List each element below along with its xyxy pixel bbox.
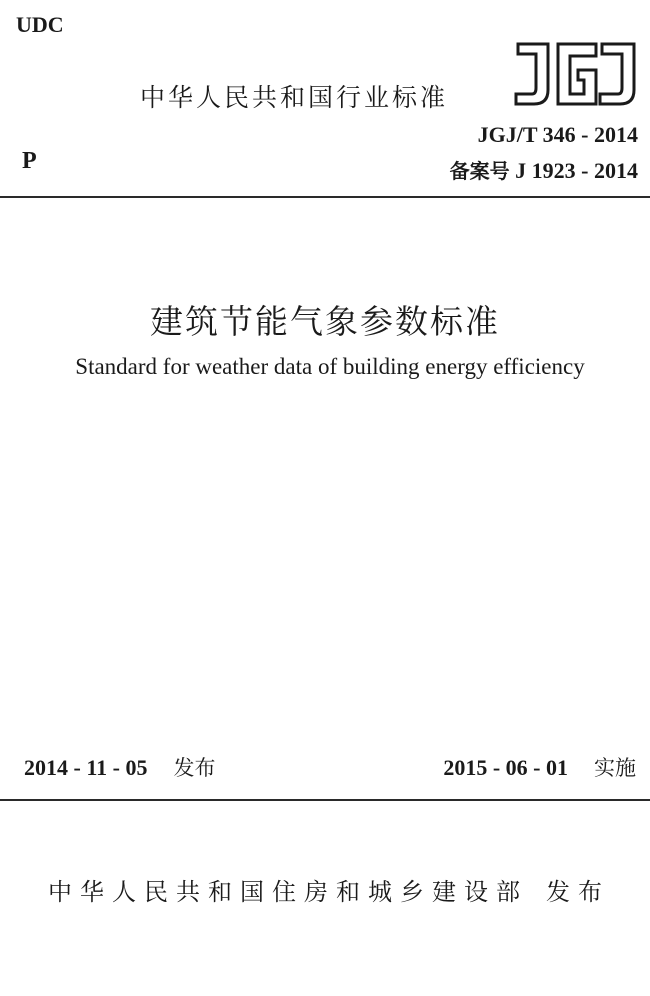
issue-date [24,752,215,782]
issuer-name: 中华人民共和国住房和城乡建设部 [48,878,528,906]
standard-number: JGJ/T 346 - 2014 [477,122,638,147]
record-number-value: J 1923 - 2014 [515,158,638,183]
industry-standard-heading: 中华人民共和国行业标准 [140,83,449,112]
udc-label: UDC [16,12,64,37]
issue-date-label: 发布 [173,756,216,780]
jgj-logo [508,40,640,110]
implement-date-label: 实施 [594,756,636,780]
issuer-issue-label: 发布 [546,878,610,906]
issue-date-value: 2014 - 11 - 05 [24,755,148,780]
bottom-divider [0,799,650,801]
record-number [450,155,638,184]
implement-date-value: 2015 - 06 - 01 [443,755,568,780]
title-english: Standard for weather data of building energy efficiency [75,354,585,379]
record-label: 备案号 [449,159,510,183]
classification-code: P [22,148,37,174]
top-divider [0,196,650,198]
title-chinese: 建筑节能气象参数标准 [150,302,500,341]
implement-date [443,752,636,782]
